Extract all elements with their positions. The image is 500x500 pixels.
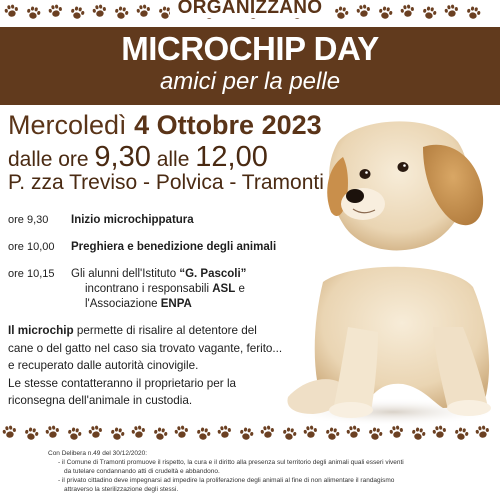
paw-print-icon (44, 424, 61, 440)
bottom-paw-border (0, 425, 500, 443)
microchip-info: Il microchip permette di risalire al detentore del cane o del gatto nel caso sia trovato vagante, ferito... e recuperato dalle autorità cinovigile. Le stesse contatteranno il proprietario per la riconsegna dell'animale in custodia. (8, 324, 283, 407)
paw-print-icon (194, 426, 212, 443)
paw-print-icon (151, 426, 169, 443)
paw-print-icon (65, 426, 83, 443)
paw-print-icon (259, 424, 276, 440)
puppy-image (283, 112, 498, 424)
schedule-time-1: ore 9,30 (8, 214, 49, 226)
paw-print-icon (1, 424, 18, 440)
event-date: Mercoledì 4 Ottobre 2023 (8, 110, 322, 140)
paw-print-icon (87, 424, 104, 440)
event-title: MICROCHIP DAY (121, 30, 379, 67)
paw-print-icon (108, 426, 126, 443)
schedule-time-3: ore 10,15 (8, 268, 55, 280)
paw-print-icon (237, 426, 255, 443)
paw-print-icon (452, 426, 470, 443)
paw-print-icon (366, 426, 384, 443)
paw-print-icon (22, 426, 40, 443)
paw-print-icon (173, 424, 190, 440)
schedule-text-1: Inizio microchippatura (71, 214, 194, 226)
paw-print-icon (323, 426, 341, 443)
paw-print-icon (216, 424, 233, 440)
legal-footer: Con Delibera n.49 del 30/12/2020: - il Comune di Tramonti promuove il rispetto, la cura e il diritto alla presenza sul territorio degli animali quali esseri viventi da tutelare condannando atti di crudeltà e abbandono. - il privato cittadino deve impegnarsi ad impedire la proliferazione degli animali al fine di non alimentare il randagismo attraverso la sterilizzazione degli stessi. (48, 450, 404, 493)
event-hours: dalle ore 9,30 alle 12,00 (8, 141, 268, 173)
organizers-heading: ORGANIZZANO (0, 0, 500, 19)
paw-print-icon (409, 426, 427, 443)
schedule-time-2: ore 10,00 (8, 241, 55, 253)
schedule-text-2: Preghiera e benedizione degli animali (71, 241, 277, 253)
paw-print-icon (474, 424, 491, 440)
event-subtitle: amici per la pelle (159, 68, 341, 95)
paw-print-icon (345, 424, 362, 440)
paw-print-icon (388, 424, 405, 440)
paw-print-icon (130, 424, 147, 440)
schedule-text-3: Gli alunni dell'Istituto “G. Pascoli” incontrano i responsabili ASL e l'Associazione ENPA (71, 268, 247, 310)
paw-print-icon (431, 424, 448, 440)
event-place: P. zza Treviso - Polvica - Tramonti (8, 171, 324, 194)
paw-print-icon (280, 426, 298, 443)
paw-print-icon (302, 424, 319, 440)
